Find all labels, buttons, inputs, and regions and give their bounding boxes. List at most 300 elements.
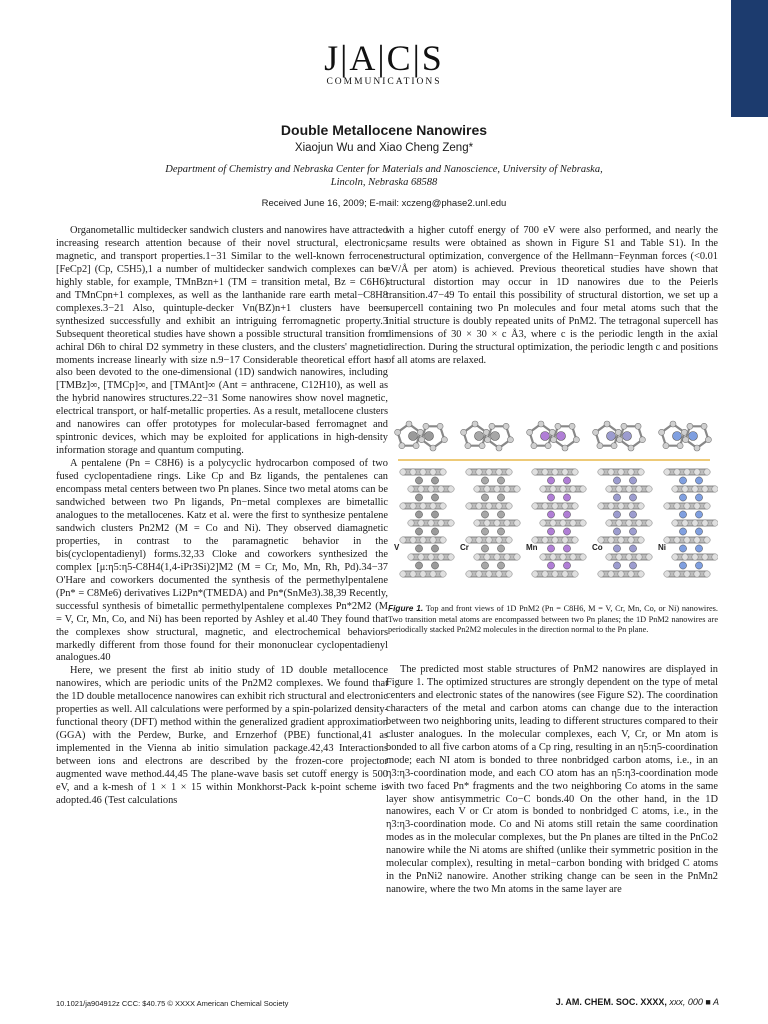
carbon-atom	[430, 445, 436, 451]
carbon-atom	[672, 554, 678, 560]
carbon-atom	[420, 503, 426, 509]
carbon-atom	[560, 554, 566, 560]
carbon-atom	[542, 469, 548, 475]
carbon-atom	[540, 520, 546, 526]
carbon-atom	[682, 486, 688, 492]
right-column-top	[386, 225, 718, 367]
metal-atom	[497, 528, 504, 535]
carbon-atom	[646, 554, 652, 560]
carbon-atom	[636, 520, 642, 526]
carbon-atom	[448, 554, 454, 560]
metal-atom	[481, 477, 488, 484]
metal-atom	[629, 494, 636, 501]
carbon-atom	[484, 520, 490, 526]
journal-masthead	[0, 40, 768, 87]
carbon-atom	[472, 421, 478, 427]
carbon-atom	[496, 469, 502, 475]
carbon-atom	[538, 421, 544, 427]
metal-atom	[491, 432, 500, 441]
carbon-atom	[684, 537, 690, 543]
metal-atom	[415, 494, 422, 501]
carbon-atom	[701, 423, 707, 429]
carbon-atom	[476, 537, 482, 543]
metal-label-cr: Cr	[460, 543, 469, 552]
metal-atom	[547, 494, 554, 501]
carbon-atom	[395, 429, 401, 435]
carbon-atom	[572, 469, 578, 475]
carbon-atom	[550, 554, 556, 560]
carbon-atom	[664, 469, 670, 475]
carbon-atom	[618, 503, 624, 509]
carbon-atom	[440, 503, 446, 509]
carbon-atom	[400, 537, 406, 543]
carbon-atom	[542, 537, 548, 543]
carbon-atom	[618, 537, 624, 543]
metal-atom	[679, 494, 686, 501]
carbon-atom	[428, 554, 434, 560]
journal-logo: J|A|C|S	[324, 38, 444, 78]
carbon-atom	[545, 443, 551, 449]
carbon-atom	[418, 520, 424, 526]
metal-atom	[431, 545, 438, 552]
carbon-atom	[572, 537, 578, 543]
carbon-atom	[618, 571, 624, 577]
carbon-atom	[514, 554, 520, 560]
metal-atom	[431, 562, 438, 569]
metal-atom	[613, 477, 620, 484]
carbon-atom	[410, 503, 416, 509]
metal-atom	[629, 545, 636, 552]
carbon-atom	[466, 469, 472, 475]
carbon-atom	[674, 571, 680, 577]
carbon-atom	[670, 421, 676, 427]
carbon-atom	[410, 537, 416, 543]
metal-atom	[415, 528, 422, 535]
carbon-atom	[638, 503, 644, 509]
metal-atom	[497, 511, 504, 518]
carbon-atom	[598, 503, 604, 509]
article-title: Double Metallocene Nanowires	[280, 122, 488, 138]
metal-atom	[497, 477, 504, 484]
carbon-atom	[704, 469, 710, 475]
metal-atom	[629, 562, 636, 569]
carbon-atom	[423, 423, 429, 429]
paragraph-intro: Organometallic multidecker sandwich clusters and nanowires have attracted increasing research attention because of their novel structural, electronic, magnetic, and transport properties.1−31 Similar to the well-known ferrocene [FeCp2] (Cp, C5H5),1 a number of multidecker sandwich complexes can be highly stable, for example, TMnBzn+1 (TM = transition metal, Bz = C6H6) and TMnCpn+1 complexes, as well as the lanthanide rare earth metal−C8H8 complexes.3−21 Also, quintuple-decker Vn(BZ)n+1 clusters have been synthesized successfully and exhibit an intriguing ferromagnetic property.3 Subsequent theoretical studies have shown a possible structural transition from achiral D6h to chiral D2 symmetry in these clusters, and the clusters' magnetic moments increase linearly with size n.9−17 Considerable theoretical effort has also been devoted to the one-dimensional (1D) sandwich nanowires, including [TMBz]∞, [TMCp]∞, and [TMAnt]∞ (Ant = anthracene, C12H10), as well as the hybrid nanowires structures.22−31 Some nanowires show novel magnetic, electrical transport, or half-metallic properties. As a result, metallocene clusters and nanowires can offer prototypes for molecular-based ferromagnet and spintronic devices, which may be exploited for applications in high-density information storage and quantum computing.	[56, 225, 388, 457]
metal-atom	[679, 511, 686, 518]
carbon-atom	[562, 571, 568, 577]
paragraph-methods: Here, we present the first ab initio study of 1D double metallocence nanowires, which are periodic units of the Pn2M2 complexes. We found that the 1D double metallocence nanowires can exhibit rich structural and electronic properties as well. All calculations were performed by a spin-polarized density-functional theory (DFT) method within the generalized gradient approximation (GGA) with the Perdew, Burke, and Ernzerhof (PBE) functional,41 as implemented in the Vienna ab initio simulation package.42,43 Interactions between ions and electrons are described by the frozen-core projector augmented wave method.44,45 The plane-wave basis set cutoff energy is 500 eV, and a k-mesh of 1 × 1 × 15 within Monkhorst-Pack k-point scheme is adopted.46 (Test calculations	[56, 665, 388, 806]
carbon-atom	[562, 537, 568, 543]
right-column-bottom	[386, 664, 718, 897]
metal-atom	[497, 494, 504, 501]
metal-atom	[547, 511, 554, 518]
carbon-atom	[560, 486, 566, 492]
carbon-atom	[466, 503, 472, 509]
carbon-atom	[580, 520, 586, 526]
carbon-atom	[616, 486, 622, 492]
carbon-atom	[410, 571, 416, 577]
metal-atom	[623, 432, 632, 441]
carbon-atom	[476, 503, 482, 509]
carbon-atom	[646, 520, 652, 526]
carbon-atom	[410, 469, 416, 475]
carbon-atom	[616, 520, 622, 526]
carbon-atom	[440, 537, 446, 543]
carbon-atom	[704, 571, 710, 577]
carbon-atom	[486, 469, 492, 475]
carbon-atom	[712, 554, 718, 560]
metal-atom	[679, 477, 686, 484]
metal-atom	[563, 477, 570, 484]
metal-atom	[679, 562, 686, 569]
carbon-atom	[496, 537, 502, 543]
received-line: Received June 16, 2009; E-mail: xczeng@phase2.unl.edu	[261, 198, 507, 209]
footer-doi: 10.1021/ja904912z CCC: $40.75 © XXXX American Chemical Society	[56, 999, 289, 1008]
carbon-atom	[628, 445, 634, 451]
carbon-atom	[428, 520, 434, 526]
carbon-atom	[418, 486, 424, 492]
carbon-atom	[496, 503, 502, 509]
carbon-atom	[694, 571, 700, 577]
carbon-atom	[597, 443, 603, 449]
carbon-atom	[438, 486, 444, 492]
carbon-atom	[635, 423, 641, 429]
carbon-atom	[531, 443, 537, 449]
carbon-atom	[694, 503, 700, 509]
carbon-atom	[572, 571, 578, 577]
carbon-atom	[494, 520, 500, 526]
carbon-atom	[466, 571, 472, 577]
metal-atom	[695, 545, 702, 552]
metal-atom	[613, 494, 620, 501]
paragraph-continued: with a higher cutoff energy of 700 eV were also performed, and nearly the same results were obtained as shown in Figure S1 and Table S1). In the structural optimization, convergence of the Hellmann−Feynman forces (<0.01 eV/Å per atom) is achieved. Previous theoretical studies have shown that structural distortion may occur in 1D nanowires due to the Peierls transition.47−49 To entail this possibility of structural distortion, we set up a supercell containing two Pn molecules and four metal atoms such that the initial structure is doubly repeated units of PnM2. The tetragonal supercell has dimensions of 30 × 30 × c Å3, where c is the periodic length in the axial direction. During the structural optimization, the periodic length c and positions of all atoms are relaxed.	[386, 225, 718, 366]
carbon-atom	[606, 520, 612, 526]
carbon-atom	[683, 437, 689, 443]
carbon-atom	[489, 423, 495, 429]
carbon-atom	[506, 537, 512, 543]
carbon-atom	[638, 537, 644, 543]
carbon-atom	[506, 571, 512, 577]
carbon-atom	[705, 437, 711, 443]
carbon-atom	[608, 503, 614, 509]
metal-atom	[695, 477, 702, 484]
carbon-atom	[704, 537, 710, 543]
metal-atom	[547, 545, 554, 552]
metal-atom	[563, 562, 570, 569]
metal-atom	[409, 432, 418, 441]
metal-atom	[563, 511, 570, 518]
metal-atom	[613, 511, 620, 518]
figure-caption	[388, 603, 718, 636]
carbon-atom	[687, 423, 693, 429]
carbon-atom	[604, 421, 610, 427]
page-footer	[56, 999, 719, 1008]
carbon-atom	[694, 445, 700, 451]
metal-label-co: Co	[592, 543, 603, 552]
metal-atom	[431, 511, 438, 518]
carbon-atom	[638, 469, 644, 475]
metal-atom	[613, 562, 620, 569]
carbon-atom	[562, 503, 568, 509]
carbon-atom	[506, 503, 512, 509]
carbon-atom	[413, 443, 419, 449]
carbon-atom	[626, 486, 632, 492]
nanowire-structures-image	[388, 408, 718, 598]
carbon-atom	[479, 443, 485, 449]
metal-atom	[547, 562, 554, 569]
carbon-atom	[486, 503, 492, 509]
carbon-atom	[628, 469, 634, 475]
carbon-atom	[598, 571, 604, 577]
carbon-atom	[628, 537, 634, 543]
carbon-atom	[677, 443, 683, 449]
carbon-atom	[606, 486, 612, 492]
figure-label: Figure 1.	[388, 603, 424, 613]
carbon-atom	[428, 486, 434, 492]
carbon-atom	[682, 520, 688, 526]
carbon-atom	[672, 486, 678, 492]
metal-atom	[481, 494, 488, 501]
carbon-atom	[514, 486, 520, 492]
carbon-atom	[438, 554, 444, 560]
carbon-atom	[440, 571, 446, 577]
carbon-atom	[684, 571, 690, 577]
paragraph-results: The predicted most stable structures of PnM2 nanowires are displayed in Figure 1. The optimized structures are strongly dependent on the type of metal centers and electronic states of the nanowires (see Figure S2). The coordination characters of the metal and carbon atoms can change due to the interaction between two neighboring units, leading to different structures compared to their cluster analogues. In the molecular complexes, each V, Cr, or Mn atom is bonded to all five carbon atoms of a Cp ring, resulting in an η5:η5-coordination mode; each NI atom is bonded to three nonbridged carbon atoms, i.e., in an η3:η3-coordination mode, and each CO atom has an η5:η3-coordination mode with two faced Pn* fragments and the two neighboring Co atoms in the same layer show antisymmetric Co−C bonds.40 On the other hand, in the 1D nanowires, each V or Cr atom is bonded to nonbridged C atoms, i.e., in the η3:η3-coordination mode. Co and Ni atoms still retain the same coordination modes as in the molecular complexes, but the Pn planes are tilted in the PnCo2 nanowire while the Ni atoms are shifted (unlike their symmetric position in the molecular complex), resulting in metal−carbon bonding with bridged C atoms in the PnNi2 nanowire. Another striking change can be seen in the PnMn2 nanowire, where the two Mn atoms in the same layer are	[386, 664, 718, 896]
metal-atom	[497, 545, 504, 552]
carbon-atom	[400, 503, 406, 509]
paragraph-pentalene: A pentalene (Pn = C8H6) is a polycyclic hydrocarbon composed of two fused cyclopentadiene rings. Like Cp and Bz ligands, the pentalenes can encompass metal centers between two Pn planes. Since two metal atoms can be sandwiched between two Pn ligands, Pn−metal complexes are bimetallic analogues to the metallocenes. Katz et al. were the first to synthesize pentalene sandwich clusters Pn2M2 (M = Co and Ni). They observed diamagnetic properties, in contrast to the paramagnetic behavior in the bis(cyclopentadienyl) forms.32,33 Cloke and coworkers synthesized the complex [μ:η5:η5-C8H4(1,4-iPr3Si)2]M2 (M = Cr, Mo, Mn, Rh, Pd).34−37 O'Hare and coworkers documented the synthesis of the permethylpentalene (Pn* = C8Me6) derivatives Li2Pn*(TMEDA) and Pn*(SnMe3).38,39 Recently, successful synthesis of bimetallic permethylpentalene complexes Pn*2M2 (M = V, Cr, Mn, Co, and Ni) has been reported by Ashley et al.40 They found that the complexes show structural, magnetic, and electrochemical behaviors markedly different from those found for their mononuclear cyclopentadienyl analogues.40	[56, 458, 388, 664]
caption-text: Top and front views of 1D PnM2 (Pn = C8H6, M = V, Cr, Mn, Co, or Ni) nanowires. Two transition metal atoms are encompassed between two Pn planes; the 1D PnM2 nanowires are periodically stacked Pn2M2 molecules in the direction normal to the Pn plane.	[388, 604, 718, 634]
metal-label-v: V	[394, 543, 400, 552]
carbon-atom	[616, 554, 622, 560]
article-affiliation: Department of Chemistry and Nebraska Center for Materials and Nanoscience, University of Nebraska, Lincoln, Nebraska 68588	[165, 164, 603, 188]
carbon-atom	[552, 503, 558, 509]
carbon-atom	[408, 520, 414, 526]
carbon-atom	[639, 437, 645, 443]
carbon-atom	[551, 437, 557, 443]
carbon-atom	[542, 503, 548, 509]
carbon-atom	[503, 423, 509, 429]
carbon-atom	[448, 520, 454, 526]
carbon-atom	[430, 469, 436, 475]
citation-page: xxx, 000 ■ A	[666, 997, 719, 1007]
article-authors: Xiaojun Wu and Xiao Cheng Zeng*	[294, 142, 474, 154]
carbon-atom	[440, 469, 446, 475]
carbon-atom	[692, 554, 698, 560]
journal-subtitle: COMMUNICATIONS	[326, 77, 442, 87]
carbon-atom	[465, 443, 471, 449]
metal-atom	[629, 511, 636, 518]
carbon-atom	[420, 537, 426, 543]
metal-atom	[415, 477, 422, 484]
carbon-atom	[542, 571, 548, 577]
carbon-atom	[408, 554, 414, 560]
carbon-atom	[704, 503, 710, 509]
metal-label-mn: Mn	[526, 543, 538, 552]
carbon-atom	[540, 486, 546, 492]
carbon-atom	[712, 520, 718, 526]
carbon-atom	[606, 554, 612, 560]
figure-1	[388, 408, 718, 598]
metal-atom	[563, 494, 570, 501]
carbon-atom	[550, 486, 556, 492]
carbon-atom	[663, 443, 669, 449]
carbon-atom	[550, 520, 556, 526]
carbon-atom	[532, 571, 538, 577]
metal-atom	[547, 477, 554, 484]
carbon-atom	[408, 486, 414, 492]
carbon-atom	[560, 520, 566, 526]
footer-citation	[556, 997, 719, 1007]
left-column	[56, 225, 388, 808]
carbon-atom	[532, 503, 538, 509]
carbon-atom	[399, 443, 405, 449]
carbon-atom	[420, 469, 426, 475]
carbon-atom	[659, 429, 665, 435]
carbon-atom	[593, 429, 599, 435]
metal-atom	[431, 528, 438, 535]
carbon-atom	[684, 469, 690, 475]
carbon-atom	[562, 445, 568, 451]
carbon-atom	[476, 571, 482, 577]
metal-label-ni: Ni	[658, 543, 666, 552]
carbon-atom	[608, 571, 614, 577]
metal-atom	[563, 545, 570, 552]
metal-atom	[425, 432, 434, 441]
carbon-atom	[682, 554, 688, 560]
carbon-atom	[552, 469, 558, 475]
carbon-atom	[485, 437, 491, 443]
carbon-atom	[608, 537, 614, 543]
carbon-atom	[572, 503, 578, 509]
metal-atom	[673, 432, 682, 441]
carbon-atom	[628, 571, 634, 577]
metal-atom	[415, 562, 422, 569]
metal-atom	[695, 562, 702, 569]
metal-atom	[695, 528, 702, 535]
carbon-atom	[626, 554, 632, 560]
carbon-atom	[438, 520, 444, 526]
carbon-atom	[598, 469, 604, 475]
carbon-atom	[618, 469, 624, 475]
carbon-atom	[441, 437, 447, 443]
carbon-atom	[527, 429, 533, 435]
carbon-atom	[664, 503, 670, 509]
carbon-atom	[580, 554, 586, 560]
carbon-atom	[506, 469, 512, 475]
carbon-atom	[484, 486, 490, 492]
carbon-atom	[496, 571, 502, 577]
carbon-atom	[420, 571, 426, 577]
carbon-atom	[664, 571, 670, 577]
carbon-atom	[474, 486, 480, 492]
carbon-atom	[702, 554, 708, 560]
carbon-atom	[406, 421, 412, 427]
carbon-atom	[694, 537, 700, 543]
carbon-atom	[486, 571, 492, 577]
metal-atom	[547, 528, 554, 535]
metal-atom	[541, 432, 550, 441]
metal-atom	[481, 545, 488, 552]
carbon-atom	[636, 486, 642, 492]
carbon-atom	[611, 443, 617, 449]
carbon-atom	[570, 486, 576, 492]
carbon-atom	[400, 571, 406, 577]
metal-atom	[481, 528, 488, 535]
metal-atom	[415, 511, 422, 518]
carbon-atom	[573, 437, 579, 443]
carbon-atom	[712, 486, 718, 492]
carbon-atom	[494, 554, 500, 560]
metal-atom	[679, 528, 686, 535]
carbon-atom	[400, 469, 406, 475]
metal-atom	[557, 432, 566, 441]
carbon-atom	[514, 520, 520, 526]
carbon-atom	[419, 437, 425, 443]
carbon-atom	[504, 554, 510, 560]
carbon-atom	[674, 537, 680, 543]
metal-atom	[613, 545, 620, 552]
metal-atom	[475, 432, 484, 441]
carbon-atom	[674, 469, 680, 475]
carbon-atom	[692, 486, 698, 492]
metal-atom	[629, 528, 636, 535]
carbon-atom	[484, 554, 490, 560]
carbon-atom	[430, 537, 436, 543]
carbon-atom	[507, 437, 513, 443]
carbon-atom	[702, 520, 708, 526]
carbon-atom	[496, 445, 502, 451]
metal-atom	[481, 511, 488, 518]
carbon-atom	[562, 469, 568, 475]
metal-atom	[415, 545, 422, 552]
carbon-atom	[646, 486, 652, 492]
carbon-atom	[702, 486, 708, 492]
carbon-atom	[532, 469, 538, 475]
carbon-atom	[494, 486, 500, 492]
carbon-atom	[418, 554, 424, 560]
carbon-atom	[570, 520, 576, 526]
metal-atom	[607, 432, 616, 441]
carbon-atom	[437, 423, 443, 429]
carbon-atom	[636, 554, 642, 560]
carbon-atom	[692, 520, 698, 526]
carbon-atom	[608, 469, 614, 475]
carbon-atom	[617, 437, 623, 443]
carbon-atom	[674, 503, 680, 509]
metal-atom	[695, 511, 702, 518]
citation-journal: J. AM. CHEM. SOC. XXXX,	[555, 997, 667, 1007]
metal-atom	[431, 494, 438, 501]
carbon-atom	[621, 423, 627, 429]
carbon-atom	[694, 469, 700, 475]
carbon-atom	[430, 571, 436, 577]
carbon-atom	[448, 486, 454, 492]
carbon-atom	[638, 571, 644, 577]
metal-atom	[431, 477, 438, 484]
carbon-atom	[504, 486, 510, 492]
carbon-atom	[504, 520, 510, 526]
carbon-atom	[461, 429, 467, 435]
metal-atom	[563, 528, 570, 535]
carbon-atom	[476, 469, 482, 475]
carbon-atom	[626, 520, 632, 526]
metal-atom	[695, 494, 702, 501]
metal-atom	[497, 562, 504, 569]
carbon-atom	[580, 486, 586, 492]
carbon-atom	[552, 571, 558, 577]
carbon-atom	[569, 423, 575, 429]
